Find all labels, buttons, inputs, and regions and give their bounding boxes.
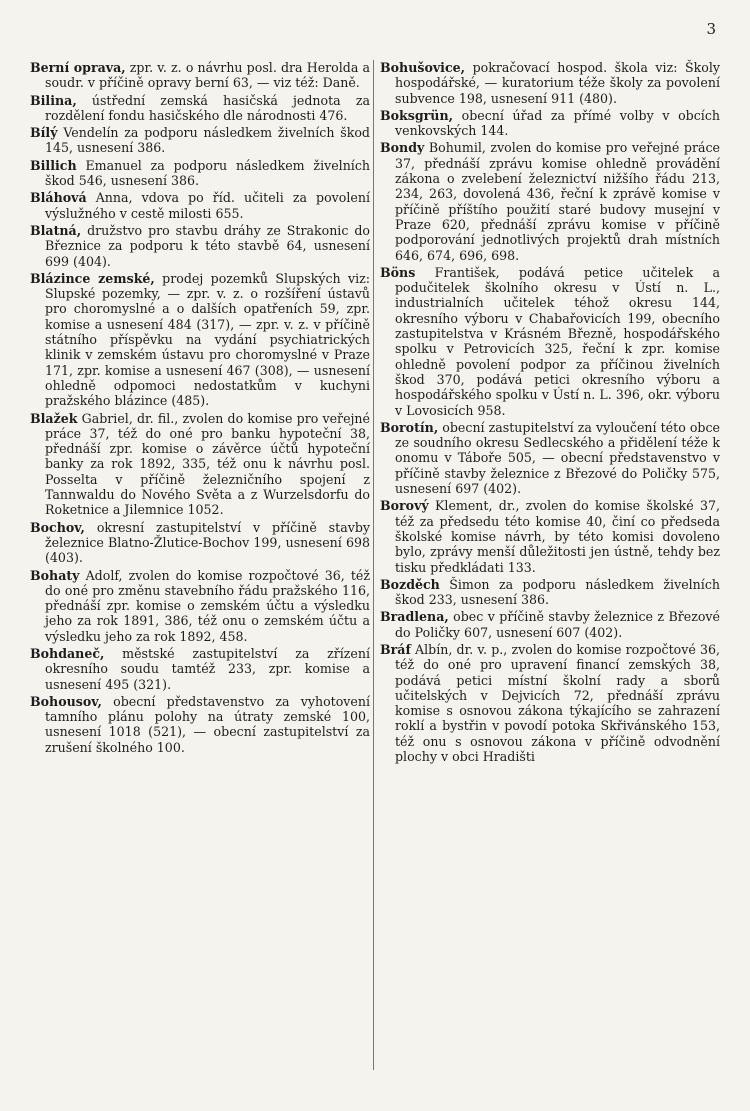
left-column — [30, 60, 370, 757]
entry-text: Vendelín za podporu následkem živelních škod 145, usnesení 386. — [45, 125, 370, 156]
column-divider — [373, 60, 374, 1070]
index-entry — [30, 223, 370, 269]
entry-text: Gabriel, dr. fil., zvolen do komise pro veřejné práce 37, též do oné pro banku hypoteční 38, přednáší zpr. komise o závěrce účtů hypoteční banky za rok 1892, 335, též onu k návrhu posl. Posselta v příčině železničního spojení z Tannwaldu do Nového Světa a z Wurzelsdorfu do Roketnice a Jilemnice 1052. — [45, 410, 370, 518]
entry-text: obec v příčině stavby železnice z Březové do Poličky 607, usnesení 607 (402). — [395, 609, 720, 640]
entry-headword: Borotín, — [380, 419, 439, 435]
index-entry — [380, 420, 720, 496]
index-entry — [380, 60, 720, 106]
entry-headword: Bohaty — [30, 567, 80, 583]
entry-text: Emanuel za podporu následkem živelních škod 546, usnesení 386. — [45, 157, 370, 189]
entry-text: zpr. v. z. o návrhu posl. dra Herolda a soudr. v příčině opravy berní 63, — viz též: Daně. — [45, 60, 371, 91]
entry-headword: Bohdaneč, — [30, 645, 105, 661]
entry-text: obecní úřad za přímé volby v obcích venkovských 144. — [395, 107, 720, 139]
index-entry — [30, 271, 370, 409]
entry-text: ústřední zemská hasičská jednota za rozdělení fondu hasičského dle národnosti 476. — [45, 92, 370, 123]
entry-headword: Berní oprava, — [30, 60, 126, 75]
entry-headword: Bondy — [380, 140, 425, 156]
index-entry — [380, 577, 720, 608]
entry-headword: Bilina, — [30, 92, 77, 108]
entry-text: městské zastupitelství za zřízení okresního soudu tamtéž 233, zpr. komise a usnesení 495 (321). — [45, 645, 370, 692]
index-entry — [30, 646, 370, 692]
entry-text: Albín, dr. v. p., zvolen do komise rozpočtové 36, též do oné pro upravení financí zemských 38, podává petici místní školní rady a sborů učitelských v Dejvicích 72, přednáší zprávu komise s osnovou zákona týkajícího se zahrazení roklí a bystřin v povodí potoka Skřivánského 153, též onu s osnovou zákona v příčině odvodnění plochy v obci Hradišti — [395, 641, 720, 765]
entry-text: pokračovací hospod. škola viz: Školy hospodářské, — kuratorium téže školy za povolení subvence 198, usnesení 911 (480). — [395, 60, 720, 106]
entry-headword: Boksgrün, — [380, 107, 453, 123]
entry-headword: Bradlena, — [380, 609, 449, 625]
entry-text: František, podává petice učitelek a podučitelek školního okresu v Ústí n. L., industrialních učitelek téhož okresu 144, okresního výboru v Chabařovicích 199, obecního zastupitelstva v Krásném Březně, hospodářského spolku v Petrovicích 325, řeční k zpr. komise ohledně povolení podpor za příčinou živelních škod 370, podává petici okresního výboru a hospodářského spolku v Ústí n. L. 396, okr. výboru v Lovosicích 958. — [395, 264, 720, 418]
index-entry — [380, 498, 720, 574]
entry-headword: Bohousov, — [30, 693, 102, 709]
index-entry — [380, 609, 720, 640]
entry-headword: Bílý — [30, 125, 58, 141]
index-entry — [30, 694, 370, 755]
entry-headword: Borový — [380, 498, 429, 514]
page-number: 3 — [706, 20, 716, 38]
entry-headword: Bochov, — [30, 519, 85, 535]
entry-headword: Bozděch — [380, 576, 440, 592]
index-entry — [30, 190, 370, 221]
index-entry — [380, 140, 720, 262]
index-entry — [380, 265, 720, 418]
entry-headword: Böns — [380, 264, 416, 280]
entry-text: prodej pozemků Slupských viz: Slupské pozemky, — zpr. v. z. o rozšíření ústavů pro choromyslné a o dalších opatřeních 59, zpr. komise a usnesení 484 (317), — zpr. v. z. v příčině státního příspěvku na vydání psychiatrických klinik v zemském ústavu pro choromyslné v Praze 171, zpr. komise a usnesení 467 (308), — usnesení ohledně odpomoci nedostatkům v kuchyni pražského blázince (485). — [45, 270, 370, 409]
entry-headword: Blažek — [30, 410, 78, 426]
index-entry — [30, 568, 370, 644]
entry-headword: Blázince zemské, — [30, 270, 155, 286]
entry-text: okresní zastupitelství v příčině stavby železnice Blatno-Žlutice-Bochov 199, usnesení 698 (403). — [45, 519, 370, 566]
right-column — [380, 60, 720, 766]
index-entry — [30, 158, 370, 189]
entry-text: Šimon za podporu následkem živelních škod 233, usnesení 386. — [395, 576, 720, 608]
index-entry — [30, 411, 370, 518]
index-entry — [30, 125, 370, 156]
entry-text: družstvo pro stavbu dráhy ze Strakonic do Březnice za podporu k této stavbě 64, usnesení 699 (404). — [45, 222, 370, 269]
entry-text: Anna, vdova po říd. učiteli za povolení výslužného v cestě milosti 655. — [45, 190, 370, 221]
entry-headword: Bláhová — [30, 190, 87, 206]
entry-text: Klement, dr., zvolen do komise školské 37, též za předsedu této komise 40, činí co předseda školské komise návrh, by této komisi dovoleno bylo, zprávy menší důležitosti jen ústně, tehdy bez tisku předkládati 133. — [395, 498, 720, 575]
index-entry — [30, 93, 370, 124]
entry-headword: Bráf — [380, 641, 411, 657]
entry-headword: Blatná, — [30, 222, 82, 238]
entry-text: obecní představenstvo za vyhotovení tamního plánu polohy na útraty zemské 100, usnesení 1018 (521), — obecní zastupitelství za zrušení školného 100. — [45, 693, 370, 755]
entry-text: obecní zastupitelství za vyloučení této obce ze soudního okresu Sedlecského a přidělení téže k onomu v Táboře 505, — obecní představenstvo v příčině stavby železnice z Březové do Poličky 575, usnesení 697 (402). — [395, 419, 720, 497]
entry-text: Adolf, zvolen do komise rozpočtové 36, též do oné pro změnu stavebního řádu pražského 116, přednáší zpr. komise o zemském účtu a výsledku jeho za rok 1891, 386, též onu o zemském účtu a výsledku jeho za rok 1892, 458. — [45, 567, 370, 644]
entry-headword: Billich — [30, 157, 77, 173]
index-entry — [380, 642, 720, 764]
index-entry — [30, 520, 370, 566]
entry-headword: Bohušovice, — [380, 60, 466, 75]
index-entry — [380, 108, 720, 139]
index-entry — [30, 60, 370, 91]
entry-text: Bohumil, zvolen do komise pro veřejné práce 37, přednáší zprávu komise ohledně provádění zákona o zvelebení železnictví nižšího řádu 213, 234, 263, dovolená 436, řeční k zprávě komise v příčině příštího použití staré budovy musejní v Praze 620, přednáší zprávu komise v příčině podporování jednotlivých projektů drah místních 646, 674, 696, 698. — [395, 140, 720, 263]
